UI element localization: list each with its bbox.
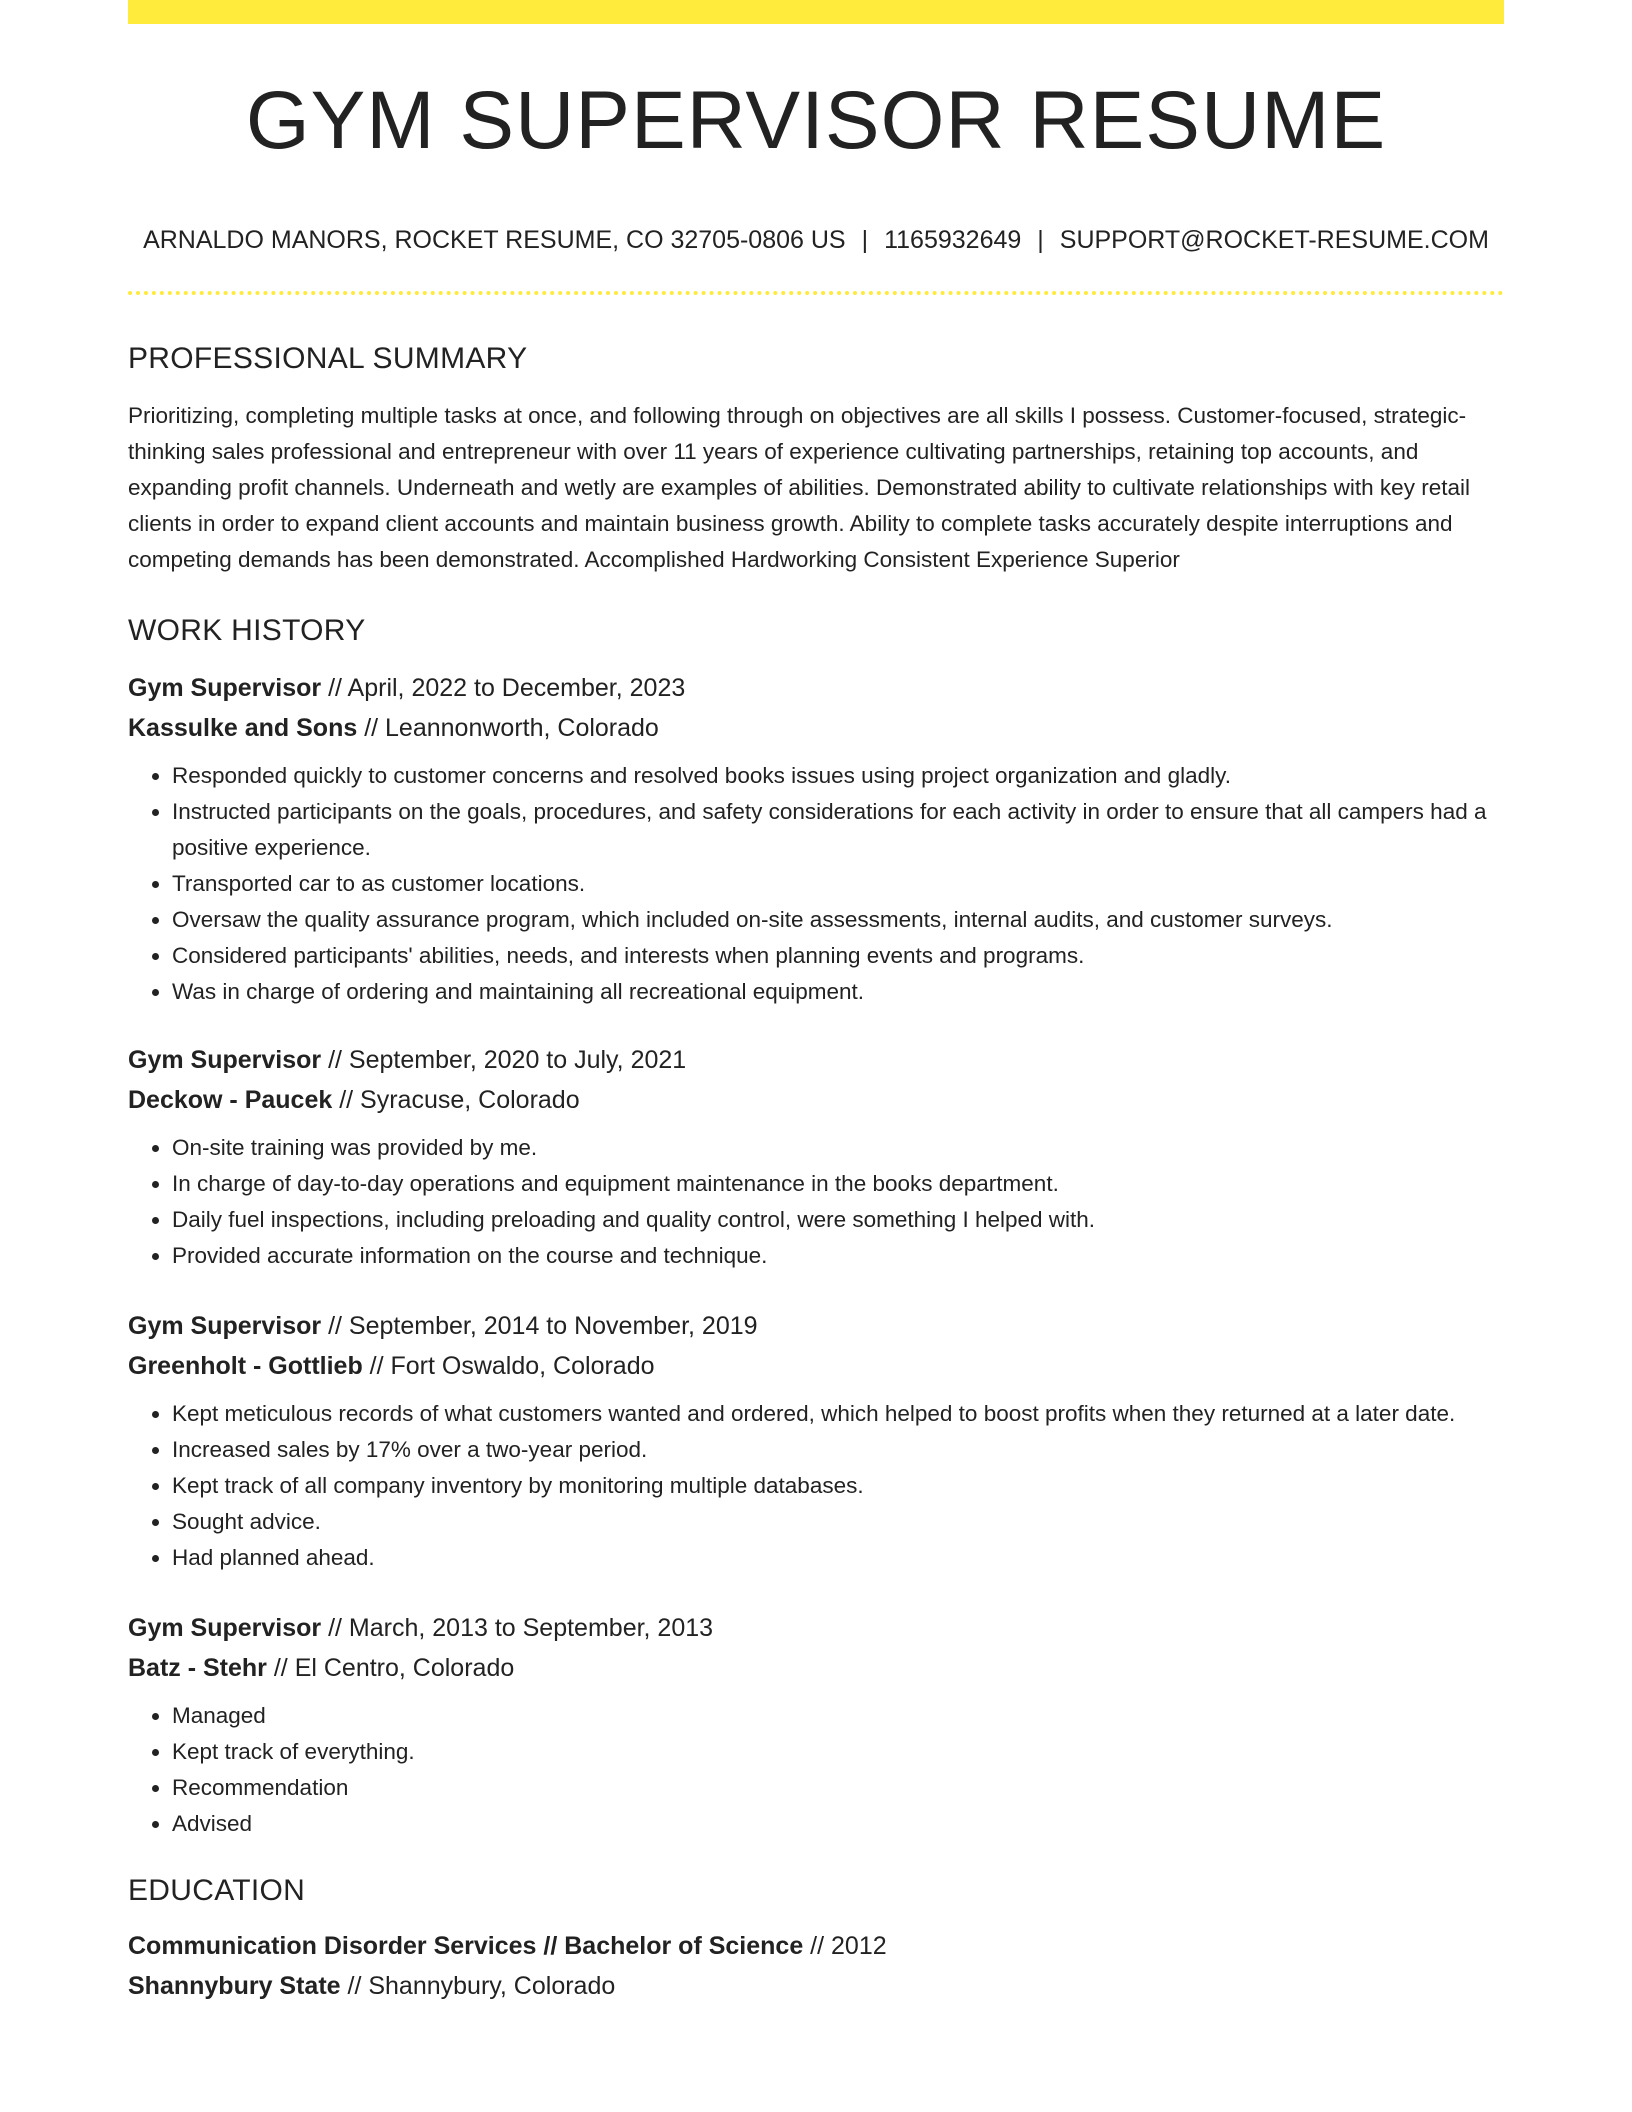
job-title-line (128, 668, 1504, 708)
job-company: Kassulke and Sons (128, 714, 358, 742)
dotted-divider (128, 291, 1504, 295)
job-bullet: • Sought advice. (172, 1504, 1504, 1540)
job-entry (128, 1306, 1504, 1576)
job-bullet: • Recommendation (172, 1770, 1504, 1806)
job-company-line (128, 1080, 1504, 1120)
education-heading: EDUCATION (128, 1874, 306, 1907)
job-company: Batz - Stehr (128, 1654, 267, 1682)
education-location: // Shannybury, Colorado (340, 1972, 616, 2000)
summary-text: Prioritizing, completing multiple tasks at once, and following through on objectives are all skills I possess. Customer-focused, strategic-thinking sales professional and entrepreneur with over 11 years of experience cultivating partnerships, retaining top accounts, and expanding profit channels. Underneath and wetly are examples of abilities. Demonstrated ability to cultivate relationships with key retail clients in order to expand client accounts and maintain business growth. Ability to complete tasks accurately despite interruptions and competing demands has been demonstrated. Accomplished Hardworking Consistent Experience Superior (128, 403, 1470, 572)
job-bullet: • Was in charge of ordering and maintaining all recreational equipment. (172, 974, 1504, 1010)
job-title: Gym Supervisor (128, 1312, 322, 1340)
job-company-line (128, 1648, 1504, 1688)
job-bullet: • Advised (172, 1806, 1504, 1842)
resume-title: GYM SUPERVISOR RESUME (245, 75, 1387, 166)
job-bullets (128, 758, 1504, 1010)
contact-phone: 1165932649 (884, 226, 1022, 254)
job-dates: // September, 2020 to July, 2021 (321, 1046, 687, 1074)
education-school-line (128, 1966, 1504, 2006)
job-bullet: • Instructed participants on the goals, procedures, and safety considerations for each activity in order to ensure that all campers had a positive experience. (172, 794, 1504, 866)
summary-heading: PROFESSIONAL SUMMARY (128, 342, 528, 375)
job-title-line (128, 1306, 1504, 1346)
job-company-line (128, 708, 1504, 748)
job-bullet: • On-site training was provided by me. (172, 1130, 1504, 1166)
education-school: Shannybury State (128, 1972, 341, 2000)
job-title-line (128, 1608, 1504, 1648)
job-company: Greenholt - Gottlieb (128, 1352, 363, 1380)
job-bullet: • In charge of day-to-day operations and equipment maintenance in the books department. (172, 1166, 1504, 1202)
job-location: // El Centro, Colorado (266, 1654, 515, 1682)
education-degree-line (128, 1926, 1504, 1966)
job-location: // Leannonworth, Colorado (357, 714, 659, 742)
job-dates: // September, 2014 to November, 2019 (321, 1312, 758, 1340)
job-dates: // March, 2013 to September, 2013 (321, 1614, 714, 1642)
job-title: Gym Supervisor (128, 674, 322, 702)
job-bullet: • Managed (172, 1698, 1504, 1734)
education-degree: Communication Disorder Services // Bachelor of Science (128, 1932, 804, 1960)
job-bullet: • Considered participants' abilities, needs, and interests when planning events and programs. (172, 938, 1504, 974)
job-bullets (128, 1698, 1504, 1842)
job-bullet: • Kept meticulous records of what customers wanted and ordered, which helped to boost profits when they returned at a later date. (172, 1396, 1504, 1432)
contact-email: SUPPORT@ROCKET-RESUME.COM (1059, 226, 1489, 254)
job-bullet: • Provided accurate information on the course and technique. (172, 1238, 1504, 1274)
job-bullets (128, 1396, 1504, 1576)
job-bullet: • Oversaw the quality assurance program, which included on-site assessments, internal audits, and customer surveys. (172, 902, 1504, 938)
job-bullets (128, 1130, 1504, 1274)
education-entry (128, 1926, 1504, 2006)
contact-separator: | (861, 226, 869, 254)
job-title: Gym Supervisor (128, 1614, 322, 1642)
work-history-heading: WORK HISTORY (128, 614, 366, 647)
job-bullet: • Had planned ahead. (172, 1540, 1504, 1576)
job-dates: // April, 2022 to December, 2023 (321, 674, 686, 702)
job-company: Deckow - Paucek (128, 1086, 333, 1114)
job-company-line (128, 1346, 1504, 1386)
job-bullet: • Increased sales by 17% over a two-year period. (172, 1432, 1504, 1468)
job-bullet: • Kept track of all company inventory by monitoring multiple databases. (172, 1468, 1504, 1504)
job-bullet: • Daily fuel inspections, including preloading and quality control, were something I helped with. (172, 1202, 1504, 1238)
job-bullet: • Responded quickly to customer concerns and resolved books issues using project organization and gladly. (172, 758, 1504, 794)
job-title-line (128, 1040, 1504, 1080)
job-entry (128, 668, 1504, 1010)
job-entry (128, 1040, 1504, 1274)
contact-line (128, 228, 1504, 253)
job-location: // Syracuse, Colorado (332, 1086, 580, 1114)
job-title: Gym Supervisor (128, 1046, 322, 1074)
resume-page (128, 0, 1504, 2006)
job-bullet: • Transported car to as customer locations. (172, 866, 1504, 902)
contact-address: ARNALDO MANORS, ROCKET RESUME, CO 32705-0806 US (143, 226, 846, 254)
job-bullet: • Kept track of everything. (172, 1734, 1504, 1770)
education-year: // 2012 (803, 1932, 887, 1960)
accent-top-bar (128, 0, 1504, 24)
contact-separator: | (1037, 226, 1044, 254)
job-entry (128, 1608, 1504, 1842)
job-location: // Fort Oswaldo, Colorado (362, 1352, 655, 1380)
